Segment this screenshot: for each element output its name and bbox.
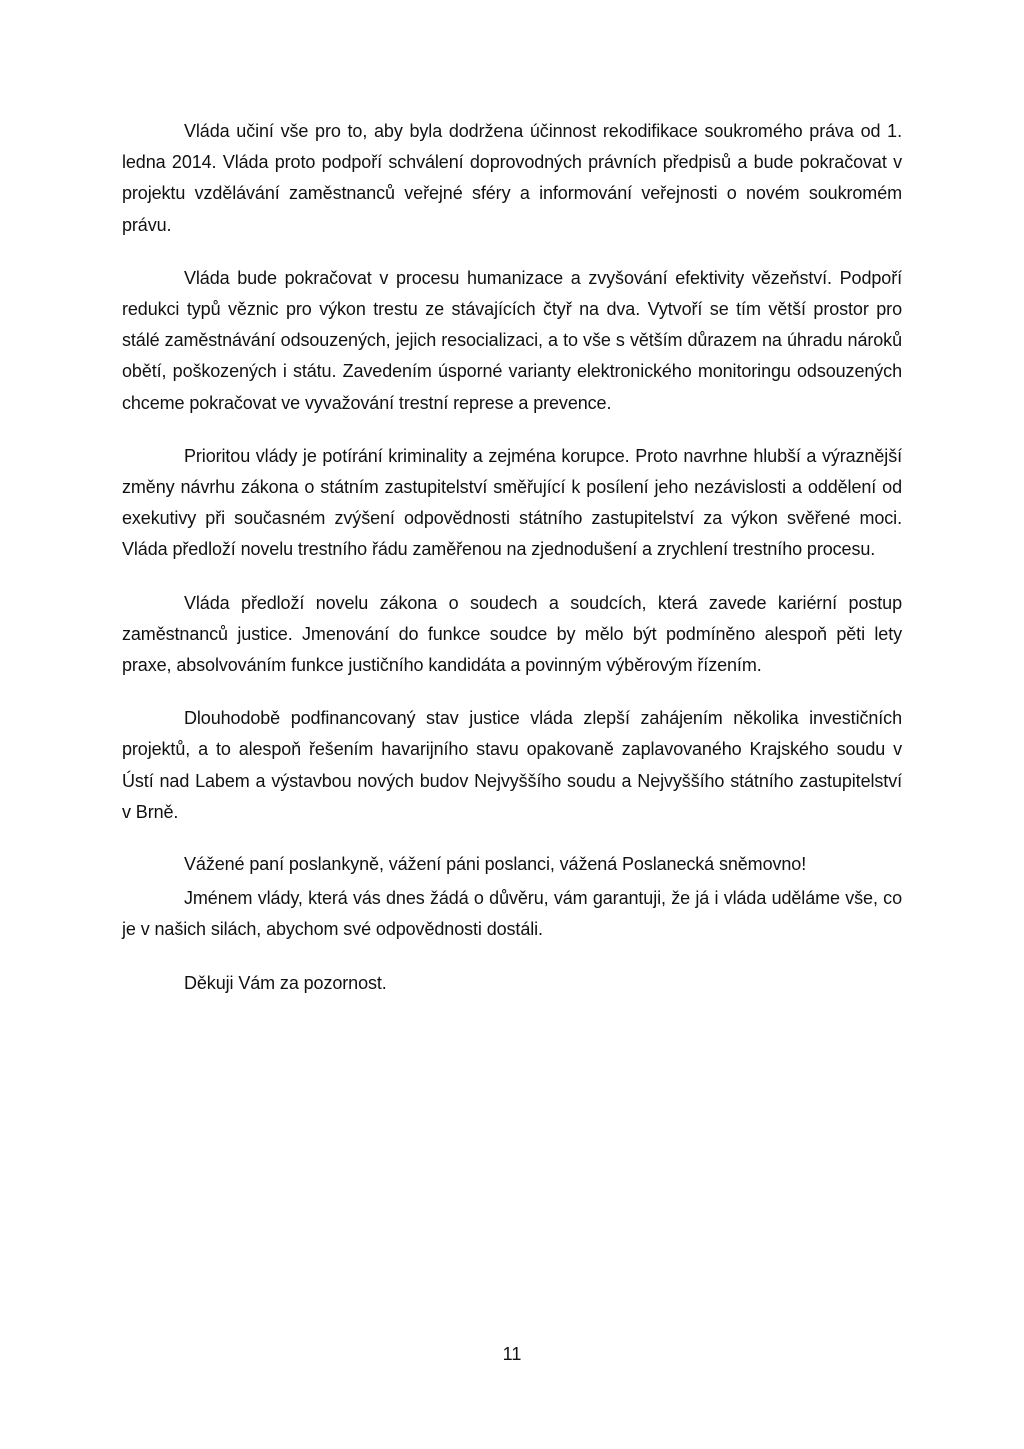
paragraph-justice-investice: Dlouhodobě podfinancovaný stav justice vláda zlepší zahájením několika investičních projektů, a to alespoň řešením havarijního stavu opakovaně zaplavovaného Krajského soudu v Ústí nad Labem a výstavbou nových budov Nejvyššího soudu a Nejvyššího státního zastupitelství v Brně. — [122, 708, 902, 822]
paragraph-duvera: Jménem vlády, která vás dnes žádá o důvěru, vám garantuji, že já i vláda uděláme vše, co je v našich silách, abychom své odpovědnosti dostáli. — [122, 888, 902, 940]
paragraph-rekodifikace: Vláda učiní vše pro to, aby byla dodržena účinnost rekodifikace soukromého práva od 1. ledna 2014. Vláda proto podpoří schválení doprovodných právních předpisů a bude pokračovat v projektu vzdělávání zaměstnanců veřejné sféry a informování veřejnosti o novém soukromém právu. — [122, 121, 902, 235]
page-number: 11 — [502, 1344, 522, 1364]
document-body — [122, 116, 902, 999]
paragraph-soudy: Vláda předloží novelu zákona o soudech a soudcích, která zavede kariérní postup zaměstnanců justice. Jmenování do funkce soudce by mělo být podmíněno alespoň pěti lety praxe, absolvováním funkce justičního kandidáta a povinným výběrovým řízením. — [122, 592, 902, 676]
paragraph-osloveni: Vážené paní poslankyně, vážení páni poslanci, vážená Poslanecká sněmovno! — [184, 854, 807, 875]
paragraph-podekovani: Děkuji Vám za pozornost. — [184, 972, 387, 993]
paragraph-kriminalita: Prioritou vlády je potírání kriminality a zejména korupce. Proto navrhne hlubší a výraznější změny návrhu zákona o státním zastupitelství směřující k posílení jeho nezávislosti a oddělení od exekutivy při současném zvýšení odpovědnosti státního zastupitelství za výkon svěřené moci. Vláda předloží novelu trestního řádu zaměřenou na zjednodušení a zrychlení trestního procesu. — [122, 445, 902, 560]
paragraph-vezenstvi: Vláda bude pokračovat v procesu humanizace a zvyšování efektivity vězeňství. Podpoří redukci typů věznic pro výkon trestu ze stávajících čtyř na dva. Vytvoří se tím větší prostor pro stálé zaměstnávání odsouzených, jejich resocializaci, a to vše s větším důrazem na úhradu nároků obětí, poškozených i státu. Zavedením úsporné varianty elektronického monitoringu odsouzených chceme pokračovat ve vyvažování trestní represe a prevence. — [122, 267, 902, 413]
